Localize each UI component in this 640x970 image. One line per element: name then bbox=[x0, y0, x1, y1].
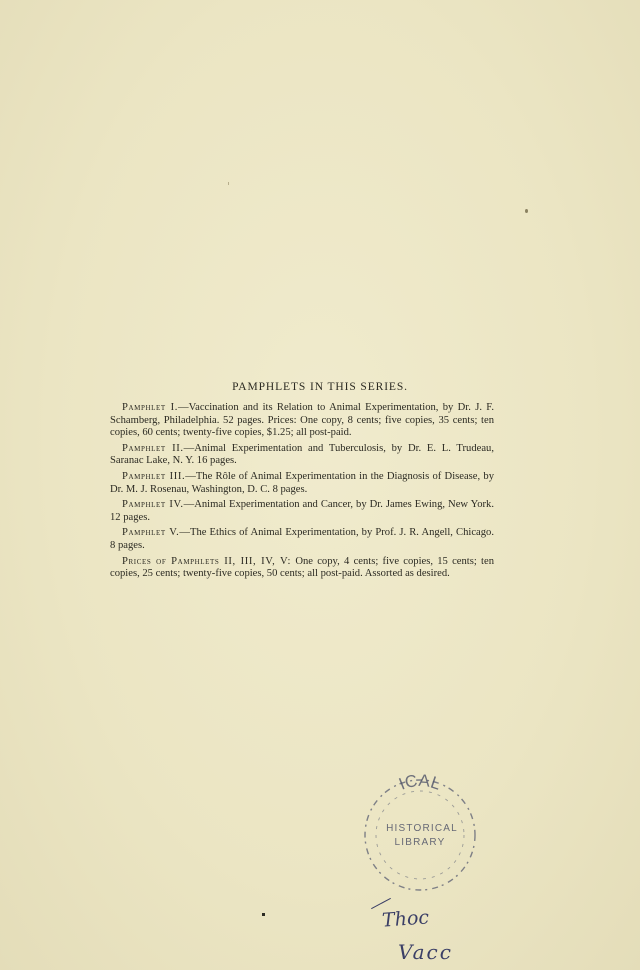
stamp-line-library: LIBRARY bbox=[394, 837, 446, 848]
stamp-top-text bbox=[396, 771, 443, 794]
library-stamp bbox=[350, 765, 490, 895]
pencil-note-line2: Vacc bbox=[398, 940, 453, 964]
pamphlet-description: —Animal Experimentation and Tuberculosis, by Dr. E. L. Trudeau, Saranac Lake, N. Y. 16 pages. bbox=[110, 442, 495, 467]
prices-note bbox=[110, 556, 494, 581]
library-stamp-seal bbox=[350, 765, 490, 895]
paper-speck bbox=[228, 182, 229, 185]
pamphlet-entry bbox=[110, 499, 494, 524]
pamphlet-label: Pamphlet II. bbox=[122, 442, 184, 454]
page-title: PAMPHLETS IN THIS SERIES. bbox=[232, 381, 408, 393]
pamphlet-label: Pamphlet I. bbox=[122, 402, 179, 413]
stamp-line-historical: HISTORICAL bbox=[386, 823, 458, 834]
pencil-stroke bbox=[371, 898, 391, 909]
pamphlet-entry bbox=[110, 402, 494, 440]
paper-speck bbox=[525, 209, 528, 213]
pamphlet-description: —The Rôle of Animal Experimentation in the Diagnosis of Disease, by Dr. M. J. Rosenau, Washington, D. C. 8 pages. bbox=[110, 470, 494, 495]
paper-speck bbox=[262, 913, 265, 916]
pamphlet-entry bbox=[110, 471, 494, 496]
pencil-note-line1: Thoc bbox=[381, 906, 430, 932]
pamphlet-list bbox=[110, 402, 494, 584]
pamphlet-label: Pamphlet III. bbox=[122, 470, 186, 482]
pamphlet-label: Pamphlet V. bbox=[122, 527, 180, 539]
pamphlet-entry bbox=[110, 443, 494, 468]
pamphlet-entry bbox=[110, 527, 494, 552]
pamphlet-description: —Animal Experimentation and Cancer, by Dr. James Ewing, New York. 12 pages. bbox=[110, 499, 495, 523]
stamp-top-text-path: ICAL bbox=[396, 770, 444, 794]
pamphlet-label: Pamphlet IV. bbox=[122, 499, 184, 511]
pamphlet-description: —The Ethics of Animal Experimentation, by Prof. J. R. Angell, Chicago. 8 pages. bbox=[110, 527, 494, 551]
prices-label: Prices of Pamphlets II, III, IV, V: bbox=[122, 555, 292, 567]
pamphlet-description: —Vaccination and its Relation to Animal Experimentation, by Dr. J. F. Schamberg, Philadelphia. 52 pages. Prices: One copy, 8 cents; five copies, 35 cents; ten copies, 60 cents; twenty-five copies, $1.25; all post-paid. bbox=[110, 402, 494, 439]
prices-description: One copy, 4 cents; five copies, 15 cents; ten copies, 25 cents; twenty-five copies, 50 cents; all post-paid. Assorted as desired. bbox=[110, 555, 494, 580]
